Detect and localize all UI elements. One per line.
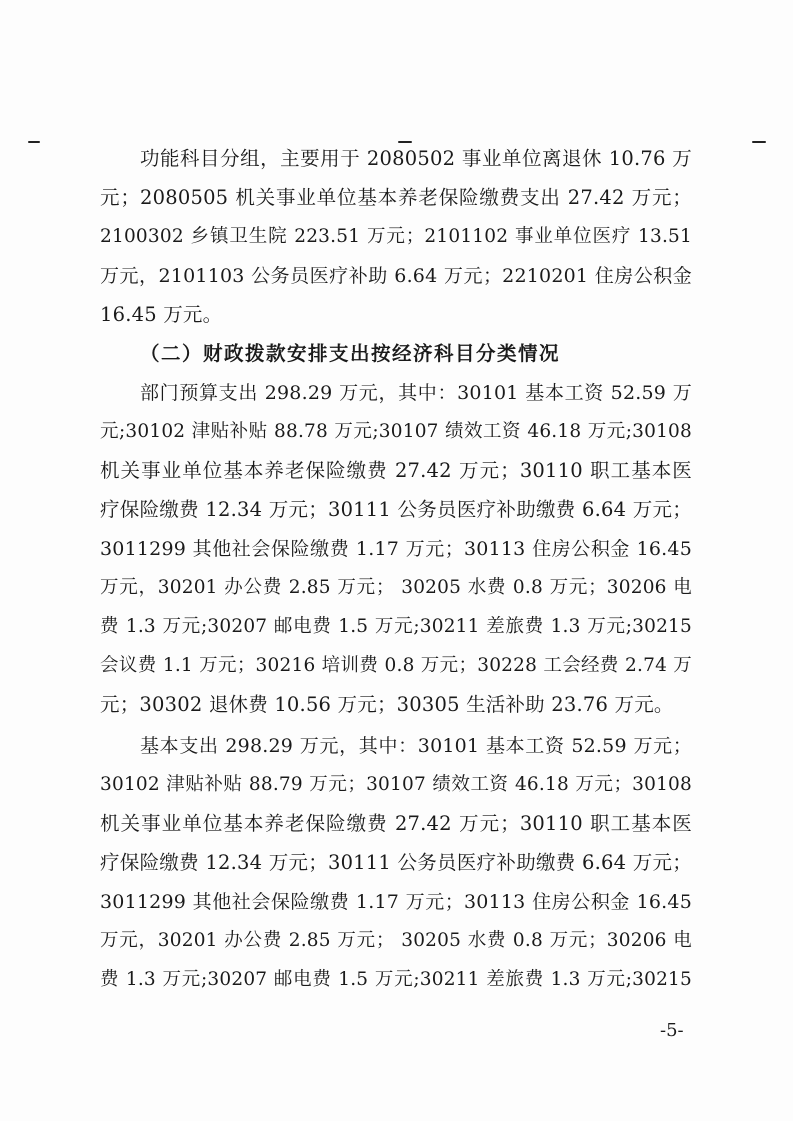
text-line: 元；30302 退休费 10.56 万元；30305 生活补助 23.76 万元。	[100, 693, 674, 716]
text-line: 3011299 其他社会保险缴费 1.17 万元；30113 住房公积金 16.45	[100, 891, 692, 913]
text-line: 2100302 乡镇卫生院 223.51 万元；2101102 事业单位医疗 13.51	[100, 226, 692, 247]
text-line: 元；2080505 机关事业单位基本养老保险缴费支出 27.42 万元；	[100, 186, 692, 209]
text-line: 功能科目分组，主要用于 2080502 事业单位离退休 10.76 万	[140, 147, 692, 170]
text-line: 会议费 1.1 万元；30216 培训费 0.8 万元；30228 工会经费 2.74 万	[100, 655, 692, 676]
section-heading: （二）财政拨款安排支出按经济科目分类情况	[140, 342, 561, 365]
text-line: 30102 津贴补贴 88.79 万元；30107 绩效工资 46.18 万元；30108	[100, 774, 692, 795]
text-line: 疗保险缴费 12.34 万元；30111 公务员医疗补助缴费 6.64 万元；	[100, 851, 692, 874]
text-line: 16.45 万元。	[100, 303, 223, 326]
text-line: 机关事业单位基本养老保险缴费 27.42 万元；30110 职工基本医	[100, 812, 692, 835]
scan-mark-right	[752, 141, 766, 143]
text-line: 机关事业单位基本养老保险缴费 27.42 万元；30110 职工基本医	[100, 459, 692, 482]
text-line: 元;30102 津贴补贴 88.78 万元;30107 绩效工资 46.18 万元;30108	[100, 421, 692, 442]
text-line: 万元，30201 办公费 2.85 万元； 30205 水费 0.8 万元；30206 电	[100, 577, 692, 598]
scan-mark-left	[28, 141, 40, 143]
text-line: 费 1.3 万元;30207 邮电费 1.5 万元;30211 差旅费 1.3 万元;30215	[100, 616, 692, 637]
text-line: 万元，30201 办公费 2.85 万元； 30205 水费 0.8 万元；30206 电	[100, 930, 692, 951]
text-line: 费 1.3 万元;30207 邮电费 1.5 万元;30211 差旅费 1.3 万元;30215	[100, 969, 692, 990]
text-line: 部门预算支出 298.29 万元，其中：30101 基本工资 52.59 万	[140, 382, 692, 404]
text-line: 万元，2101103 公务员医疗补助 6.64 万元；2210201 住房公积金	[100, 265, 692, 287]
scan-mark-center	[398, 141, 412, 143]
text-line: 基本支出 298.29 万元，其中：30101 基本工资 52.59 万元；	[140, 735, 692, 757]
text-line: 疗保险缴费 12.34 万元；30111 公务员医疗补助缴费 6.64 万元；	[100, 498, 692, 521]
text-line: 3011299 其他社会保险缴费 1.17 万元；30113 住房公积金 16.45	[100, 538, 692, 560]
page-number: -5-	[660, 1020, 684, 1041]
